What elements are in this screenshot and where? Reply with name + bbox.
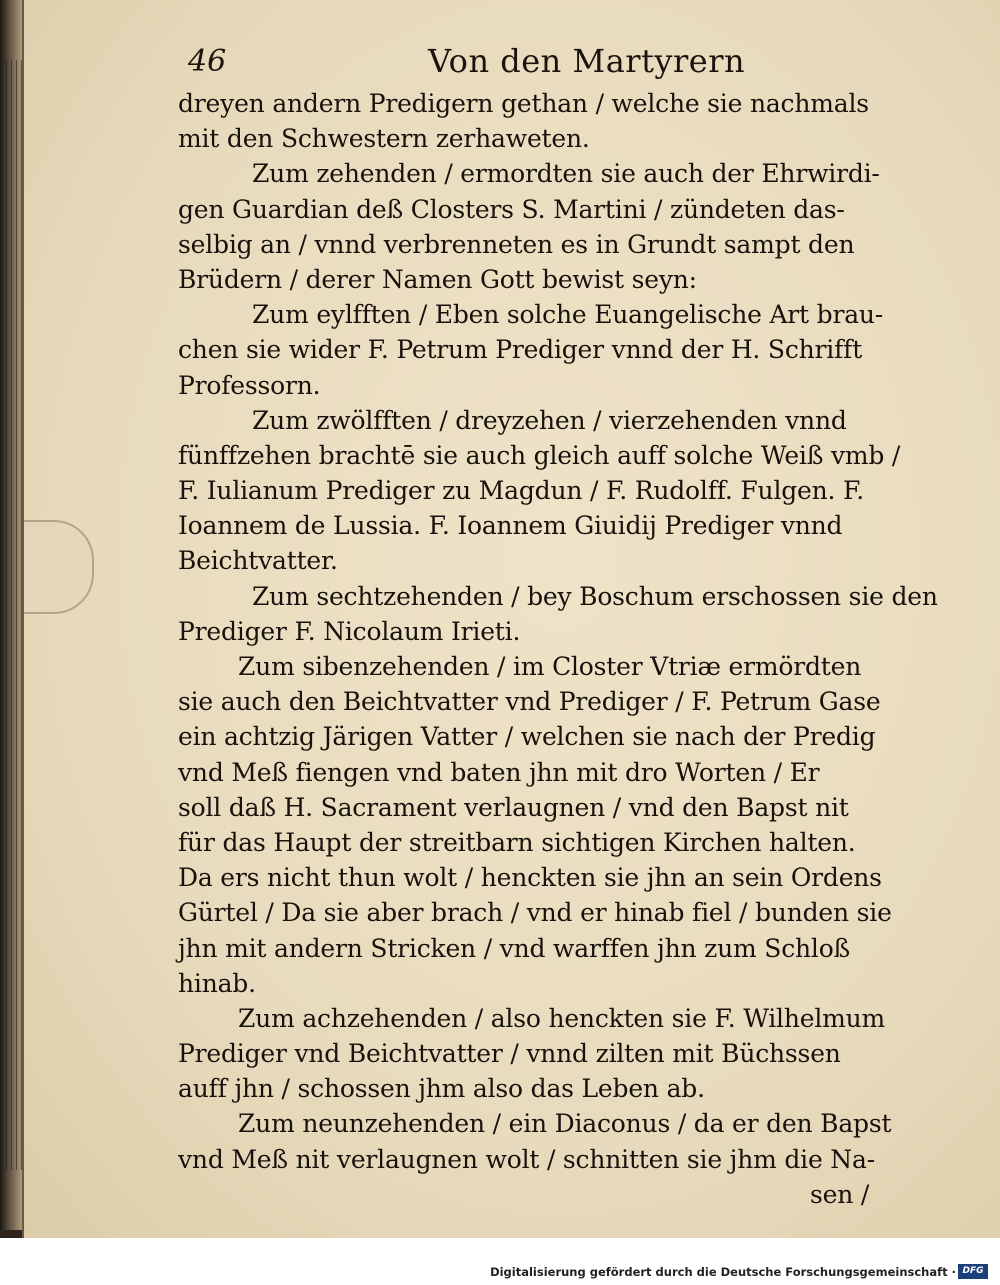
page-header (188, 40, 878, 84)
text-line: für das Haupt der streitbarn sichtigen Kirchen halten. (178, 827, 856, 857)
dfg-logo: DFG (958, 1264, 988, 1279)
text-line: soll daß H. Sacrament verlaugnen / vnd den Bapst nit (178, 792, 849, 822)
page-clip-mark (24, 520, 94, 614)
text-line: dreyen andern Predigern gethan / welche sie nachmals (178, 89, 869, 118)
text-line: Beichtvatter. (178, 546, 338, 576)
text-line: Zum sechtzehenden / bey Boschum erschossen sie den (252, 581, 938, 611)
text-line: Gürtel / Da sie aber brach / vnd er hinab fiel / bunden sie (178, 898, 892, 928)
text-line: Ioannem de Lussia. F. Ioannem Giuidij Prediger vnnd (178, 511, 843, 541)
text-line: Da ers nicht thun wolt / henckten sie jhn an sein Ordens (178, 863, 882, 893)
text-line: Zum zehenden / ermordten sie auch der Ehrwirdi- (252, 159, 880, 189)
running-title: Von den Martyrern (428, 42, 746, 80)
text-line: vnd Meß nit verlaugnen wolt / schnitten sie jhm die Na- (178, 1144, 875, 1174)
text-line: jhn mit andern Stricken / vnd warffen jhn zum Schloß (178, 933, 851, 963)
body-text (178, 86, 938, 1212)
digitization-credit: Digitalisierung gefördert durch die Deutsche Forschungsgemeinschaft · (490, 1265, 956, 1279)
text-line: Professorn. (178, 370, 321, 400)
text-line: Zum neunzehenden / ein Diaconus / da er den Bapst (238, 1109, 892, 1139)
text-line: Zum eylfften / Eben solche Euangelische Art brau- (252, 300, 884, 330)
text-line: Zum zwölfften / dreyzehen / vierzehenden vnnd (252, 405, 847, 435)
text-line: selbig an / vnnd verbrenneten es in Grundt sampt den (178, 229, 855, 259)
text-line: Zum sibenzehenden / im Closter Vtriæ ermördten (238, 652, 862, 681)
text-line: Prediger F. Nicolaum Irieti. (178, 616, 521, 646)
text-line: mit den Schwestern zerhaweten. (178, 124, 590, 154)
text-line: F. Iulianum Prediger zu Magdun / F. Rudolff. Fulgen. F. (178, 476, 865, 506)
text-line: vnd Meß fiengen vnd baten jhn mit dro Worten / Er (178, 757, 820, 787)
text-line: sen / (810, 1179, 870, 1209)
text-line: Zum achzehenden / also henckten sie F. Wilhelmum (238, 1003, 886, 1033)
text-line: auff jhn / schossen jhm also das Leben ab. (178, 1074, 705, 1104)
text-line: chen sie wider F. Petrum Prediger vnnd der H. Schrifft (178, 335, 863, 365)
text-line: gen Guardian deß Closters S. Martini / zündeten das- (178, 194, 845, 224)
text-line: ein achtzig Järigen Vatter / welchen sie nach der Predig (178, 722, 876, 752)
page-number: 46 (188, 44, 227, 79)
text-line: sie auch den Beichtvatter vnd Prediger / F. Petrum Gase (178, 687, 881, 717)
text-line: fünffzehen brachtē sie auch gleich auff solche Weiß vmb / (178, 440, 901, 470)
text-line: Brüdern / derer Namen Gott bewist seyn: (178, 264, 697, 294)
text-line: hinab. (178, 968, 256, 998)
text-line: Prediger vnd Beichtvatter / vnnd zilten mit Büchssen (178, 1039, 841, 1069)
footer-bar (0, 1238, 1000, 1285)
